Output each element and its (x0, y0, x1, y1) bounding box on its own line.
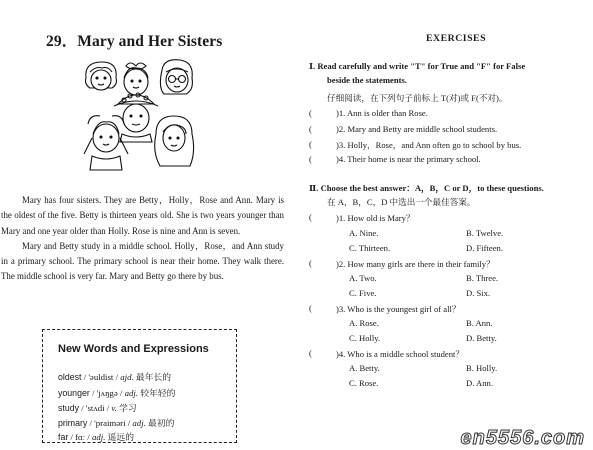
girl-face-2 (124, 63, 148, 95)
option-d: D. Ann. (466, 378, 493, 388)
option-c: C. Holly. (349, 333, 381, 343)
option-a: A. Rose. (349, 318, 379, 328)
exercises-title: EXERCISES (426, 33, 487, 44)
mc-question: ( )1. How old is Mary？ (309, 212, 415, 223)
option-b: B. Twelve. (466, 228, 504, 238)
option-b: B. Ann. (466, 318, 493, 328)
girl-face-5 (84, 116, 128, 170)
option-d: D. Six. (466, 288, 491, 298)
vocab-item: far / fɑː / adj. 遥远的 (58, 432, 135, 442)
passage-paragraph: Mary has four sisters. They are Betty，Holly，Rose and Ann. Mary is the oldest of the five. Betty is thirteen years old. She is two years younger than Mary and one year older than Holly. Rose is nine and Ann is seven. (1, 195, 284, 236)
vocabulary-title: New Words and Expressions (58, 343, 209, 355)
watermark: en5556.com (460, 427, 585, 449)
passage-paragraph: Mary and Betty study in a middle school. Holly，Rose，and Ann study in a primary school. The primary school is near their home. They walk there. The middle school is very far. Mary and Betty go there by bus. (1, 240, 284, 282)
tf-item: ( )1. Ann is older than Rose. (309, 108, 428, 118)
girl-face-6 (155, 116, 194, 166)
vocab-item: oldest / 'əuldist / ajd. 最年长的 (58, 372, 172, 382)
section-1-subtitle: 仔细阅读，在下列句子前标上 T(对)或 F(不对)。 (327, 93, 508, 103)
option-b: B. Three. (466, 273, 499, 283)
mc-question: ( )4. Who is a middle school student？ (309, 348, 465, 359)
option-c: C. Five. (349, 288, 377, 298)
section-1-heading-cont: beside the statements. (327, 75, 407, 85)
vocab-item: study / 'stʌdi / v. 学习 (58, 403, 137, 413)
tf-item: ( )4. Their home is near the primary school. (309, 154, 481, 164)
sisters-illustration (78, 58, 218, 178)
option-a: A. Two. (349, 273, 377, 283)
tf-item: ( )2. Mary and Betty are middle school students. (309, 124, 498, 134)
option-a: A. Nine. (349, 228, 379, 238)
option-d: D. Fifteen. (466, 243, 503, 253)
lesson-title: 29．Mary and Her Sisters (46, 33, 223, 50)
option-b: B. Holly. (466, 363, 498, 373)
option-c: C. Rose. (349, 378, 379, 388)
tf-item: ( )3. Holly，Rose，and Ann often go to school by bus. (309, 139, 522, 150)
option-d: D. Betty. (466, 333, 497, 343)
section-2-subtitle: 在 A，B，C，D 中选出一个最佳答案。 (327, 197, 476, 207)
story-passage (1, 193, 284, 285)
section-2-heading: Ⅱ. Choose the best answer：A，B，C or D，to these questions. (309, 183, 544, 193)
option-c: C. Thirteen. (349, 243, 391, 253)
vocabulary-box (42, 329, 237, 443)
girl-face-3 (160, 60, 192, 94)
girl-face-1 (86, 62, 117, 90)
section-1-heading: Ⅰ. Read carefully and write "T" for True and "F" for False (309, 61, 526, 71)
vocab-item: younger / 'jʌŋgə / adj. 较年轻的 (58, 388, 176, 398)
mc-question: ( )3. Who is the youngest girl of all？ (309, 303, 461, 314)
mc-question: ( )2. How many girls are there in their family？ (309, 258, 495, 269)
option-a: A. Betty. (349, 363, 380, 373)
vocab-item: primary / 'praiməri / adj. 最初的 (58, 418, 175, 428)
